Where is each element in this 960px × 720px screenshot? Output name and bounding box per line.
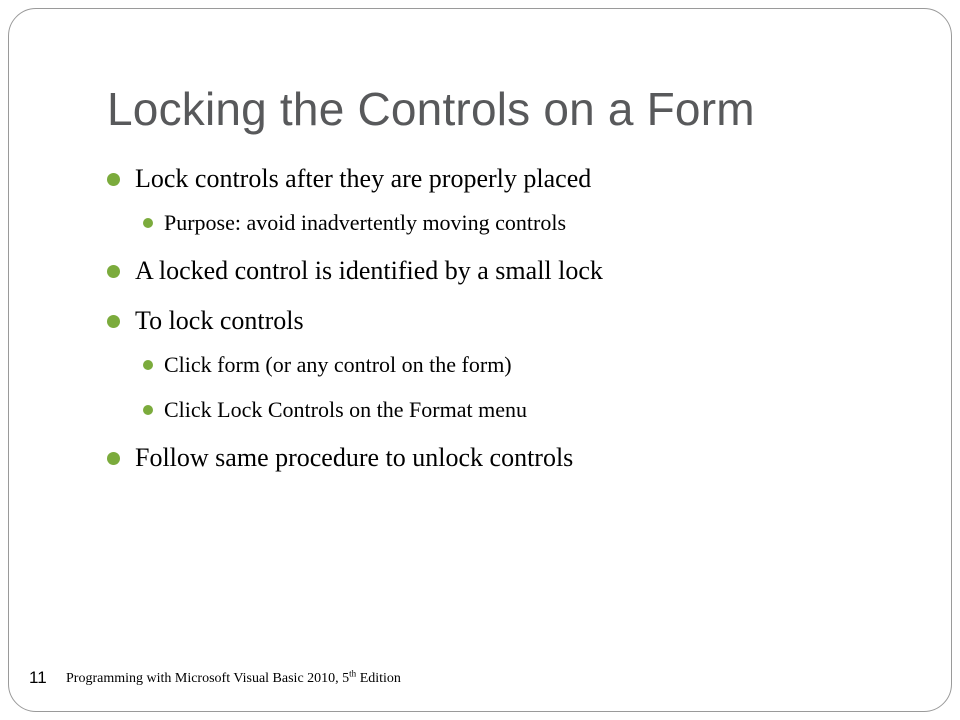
footer-text-main: Programming with Microsoft Visual Basic 2010, 5	[66, 671, 350, 686]
bullet-dot-icon	[107, 265, 120, 278]
bullet-text: Purpose: avoid inadvertently moving controls	[164, 210, 567, 235]
bullet-dot-icon	[143, 218, 153, 228]
bullet-item	[135, 256, 603, 286]
sub-bullet-item	[164, 352, 512, 378]
bullet-dot-icon	[107, 315, 120, 328]
bullet-item	[135, 164, 591, 194]
footer-superscript: th	[349, 668, 357, 679]
sub-bullet-item	[164, 210, 566, 236]
bullet-dot-icon	[143, 405, 153, 415]
bullet-dot-icon	[107, 173, 120, 186]
bullet-text: Follow same procedure to unlock controls	[135, 443, 574, 472]
bullet-item	[135, 306, 304, 336]
slide-title: Locking the Controls on a Form	[107, 83, 755, 135]
bullet-dot-icon	[107, 452, 120, 465]
bullet-text: Click Lock Controls on the Format menu	[164, 397, 527, 422]
bullet-text: To lock controls	[135, 306, 304, 335]
bullet-dot-icon	[143, 360, 153, 370]
sub-bullet-item	[164, 397, 527, 423]
slide-number: 11	[29, 668, 47, 687]
bullet-text: Lock controls after they are properly placed	[135, 164, 592, 193]
bullet-text: A locked control is identified by a small lock	[135, 256, 603, 285]
bullet-item	[135, 443, 573, 473]
footer-text	[66, 668, 401, 687]
footer-text-end: Edition	[356, 671, 401, 686]
bullet-text: Click form (or any control on the form)	[164, 352, 512, 377]
